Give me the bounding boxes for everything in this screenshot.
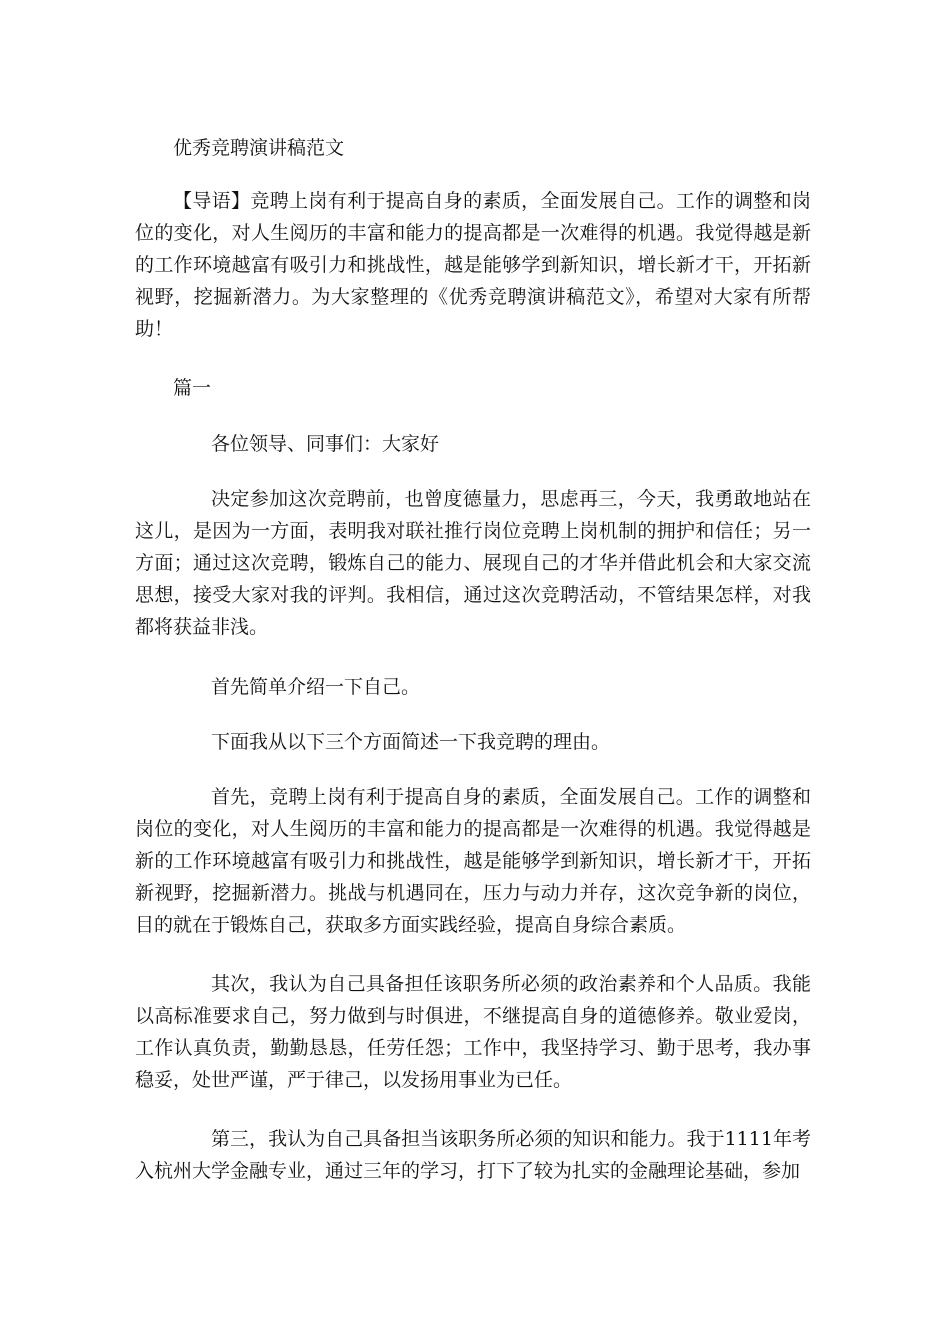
intro-paragraph: 【导语】竞聘上岗有利于提高自身的素质，全面发展自己。工作的调整和岗位的变化，对人生阅历的丰富和能力的提高都是一次难得的机遇。我觉得越是新的工作环境越富有吸引力和挑战性，越是能够学到新知识，增长新才干，开拓新视野，挖掘新潜力。为大家整理的《优秀竞聘演讲稿范文》，希望对大家有所帮助！ bbox=[135, 190, 811, 340]
body-paragraph: 首先，竞聘上岗有利于提高自身的素质，全面发展自己。工作的调整和岗位的变化，对人生阅历的丰富和能力的提高都是一次难得的机遇。我觉得越是新的工作环境越富有吸引力和挑战性，越是能够学到新知识，增长新才干，开拓新视野，挖掘新潜力。挑战与机遇同在，压力与动力并存，这次竞争新的岗位，目的就在于锻炼自己，获取多方面实践经验，提高自身综合素质。 bbox=[135, 786, 811, 936]
body-paragraph: 第三，我认为自己具备担当该职务所必须的知识和能力。我于1111年考入杭州大学金融专业，通过三年的学习，打下了较为扎实的金融理论基础，参加 bbox=[135, 1128, 811, 1182]
body-paragraph: 首先简单介绍一下自己。 bbox=[211, 676, 421, 698]
body-paragraph: 决定参加这次竞聘前，也曾度德量力，思虑再三，今天，我勇敢地站在这儿，是因为一方面，表明我对联社推行岗位竞聘上岗机制的拥护和信任；另一方面；通过这次竞聘，锻炼自己的能力、展现自己的才华并借此机会和大家交流思想，接受大家对我的评判。我相信，通过这次竞聘活动，不管结果怎样，对我都将获益非浅。 bbox=[135, 488, 811, 638]
section-label: 篇一 bbox=[173, 377, 212, 399]
body-paragraph: 下面我从以下三个方面简述一下我竞聘的理由。 bbox=[211, 731, 611, 753]
body-paragraph: 其次，我认为自己具备担任该职务所必须的政治素养和个人品质。我能以高标准要求自己，努力做到与时俱进，不继提高自身的道德修养。敬业爱岗，工作认真负责，勤勤恳恳，任劳任怨；工作中，我坚持学习、勤于思考，我办事稳妥，处世严谨，严于律己，以发扬用事业为已任。 bbox=[135, 973, 811, 1091]
document-title: 优秀竞聘演讲稿范文 bbox=[173, 137, 345, 159]
greeting-line: 各位领导、同事们：大家好 bbox=[211, 433, 440, 455]
